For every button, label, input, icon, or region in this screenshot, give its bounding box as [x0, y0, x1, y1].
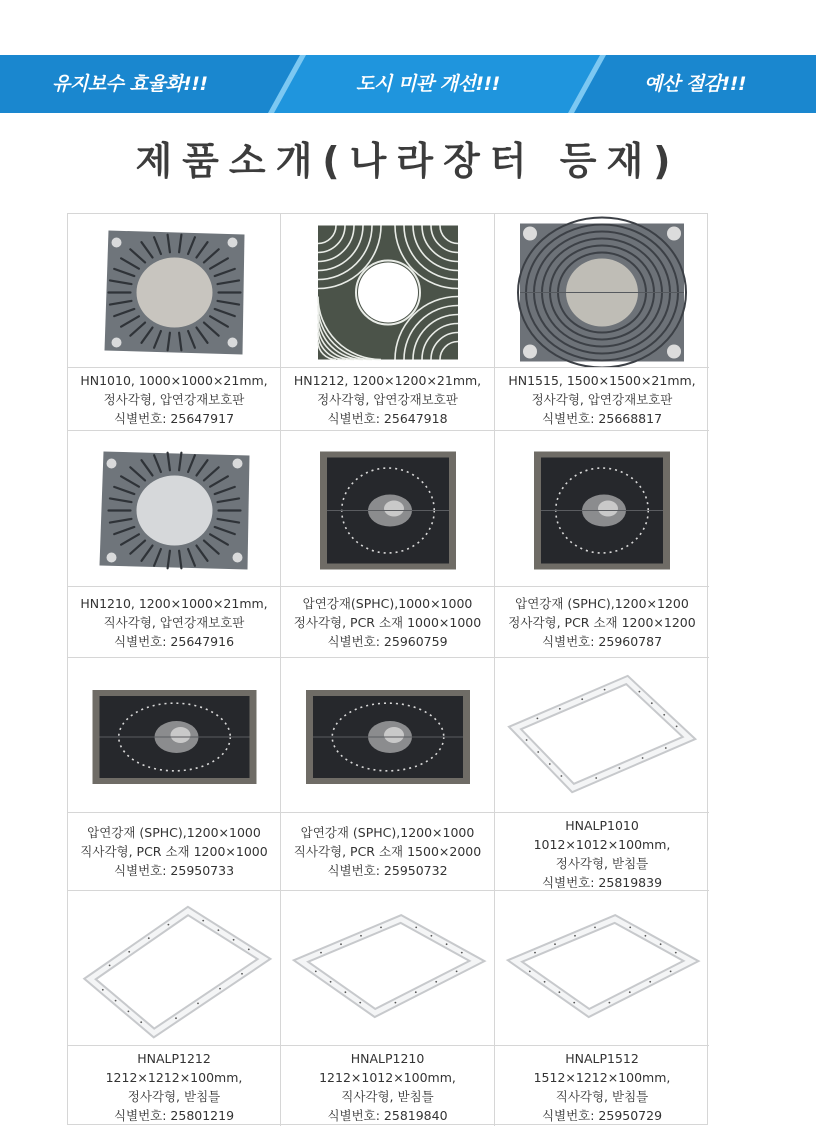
product-card [281, 658, 495, 891]
product-card [68, 214, 281, 431]
product-spec-text: 정사각형, 압연강재보호판 [531, 392, 673, 407]
product-spec-text: 직사각형, 받침틀 [341, 1089, 434, 1104]
radial-slot-plate-icon [68, 431, 281, 586]
product-card [68, 431, 281, 658]
product-spec-text: 정사각형, PCR 소재 1200×1200 [508, 614, 696, 630]
product-image [68, 891, 280, 1046]
product-card [281, 431, 495, 658]
product-card [495, 431, 709, 658]
radial-slot-plate-icon [68, 214, 281, 367]
product-card [68, 891, 281, 1126]
pcr-mesh-plate-icon [281, 431, 495, 586]
product-image [68, 658, 280, 813]
product-id-text: 식별번호: 25950732 [327, 863, 448, 878]
product-spec-text: 1212×1012×100mm, [319, 1070, 456, 1085]
product-id-text: 식별번호: 25647918 [327, 411, 448, 426]
product-card [281, 214, 495, 431]
product-spec-text: 정사각형, PCR 소재 1000×1000 [293, 614, 482, 630]
support-frame-icon [68, 891, 281, 1045]
product-caption [495, 371, 709, 428]
product-id-text: 식별번호: 25647916 [113, 633, 235, 649]
pcr-mesh-plate-icon [495, 431, 709, 586]
product-id-text: 식별번호: 25960759 [327, 633, 448, 649]
pcr-mesh-plate-icon [68, 658, 281, 812]
product-caption [281, 823, 494, 880]
banner-text-budget: 예산 절감!!! [644, 73, 747, 95]
support-frame-icon [281, 891, 495, 1045]
product-spec-text: HNALP1010 [565, 818, 639, 833]
product-spec-text: 정사각형, 받침틀 [127, 1089, 221, 1104]
product-spec-text: 압연강재 (SPHC),1200×1200 [515, 595, 689, 611]
product-caption [68, 1049, 280, 1125]
product-caption [68, 823, 280, 880]
product-spec-text: 압연강재 (SPHC),1200×1000 [300, 825, 475, 840]
product-id-text: 식별번호: 25819839 [541, 875, 663, 890]
product-spec-text: 압연강재(SPHC),1000×1000 [302, 595, 473, 611]
product-card [495, 891, 709, 1126]
concentric-ring-plate-icon [495, 214, 709, 367]
product-spec-text: 압연강재 (SPHC),1200×1000 [87, 825, 261, 840]
product-image [495, 214, 709, 368]
pcr-mesh-plate-icon [281, 658, 495, 812]
product-image [281, 658, 494, 813]
product-caption [68, 371, 280, 428]
product-spec-text: HN1212, 1200×1200×21mm, [293, 373, 482, 388]
product-image [68, 214, 280, 368]
product-spec-text: HNALP1212 [137, 1051, 211, 1066]
product-caption [281, 594, 494, 651]
product-spec-text: HN1515, 1500×1500×21mm, [508, 373, 696, 388]
product-caption [281, 1049, 494, 1125]
product-caption [495, 816, 709, 892]
product-image [281, 431, 494, 587]
product-id-text: 식별번호: 25950733 [113, 863, 235, 878]
banner-text-maintenance: 유지보수 효율화!!! [52, 73, 208, 95]
product-id-text: 식별번호: 25801219 [113, 1108, 235, 1123]
product-caption [495, 1049, 709, 1125]
product-spec-text: HN1210, 1200×1000×21mm, [80, 595, 268, 611]
product-spec-text: 정사각형, 압연강재보호판 [103, 392, 245, 407]
product-card [281, 891, 495, 1126]
product-spec-text: 1212×1212×100mm, [105, 1070, 243, 1085]
banner-text-cityscape: 도시 미관 개선!!! [356, 73, 500, 95]
product-spec-text: 1012×1012×100mm, [533, 837, 671, 852]
product-card [68, 658, 281, 891]
product-image [68, 431, 280, 587]
product-id-text: 식별번호: 25668817 [541, 411, 663, 426]
product-caption [495, 594, 709, 651]
product-id-text: 식별번호: 25819840 [327, 1108, 448, 1123]
product-spec-text: 1512×1212×100mm, [533, 1070, 671, 1085]
promo-banner [0, 55, 816, 113]
product-spec-text: HNALP1210 [350, 1051, 425, 1066]
product-id-text: 식별번호: 25950729 [541, 1108, 663, 1123]
product-spec-text: 정사각형, 받침틀 [555, 856, 649, 871]
product-image [281, 214, 494, 368]
wave-pattern-plate-icon [281, 214, 495, 367]
product-spec-text: 직사각형, 압연강재보호판 [103, 614, 245, 630]
page-title: 제품소개(나라장터 등재) [135, 139, 681, 183]
support-frame-icon [495, 658, 709, 812]
product-spec-text: HNALP1512 [565, 1051, 639, 1066]
product-spec-text: 정사각형, 압연강재보호판 [317, 392, 458, 407]
product-image [281, 891, 494, 1046]
product-spec-text: HN1010, 1000×1000×21mm, [80, 373, 268, 388]
product-card [495, 214, 709, 431]
product-spec-text: 직사각형, PCR 소재 1500×2000 [293, 844, 482, 859]
product-grid [67, 213, 708, 1125]
product-id-text: 식별번호: 25647917 [113, 411, 235, 426]
support-frame-icon [495, 891, 709, 1045]
product-card [495, 658, 709, 891]
product-spec-text: 직사각형, PCR 소재 1200×1000 [80, 844, 268, 859]
product-image [495, 658, 709, 813]
product-image [495, 431, 709, 587]
product-caption [68, 594, 280, 651]
product-image [495, 891, 709, 1046]
product-spec-text: 직사각형, 받침틀 [555, 1089, 649, 1104]
product-id-text: 식별번호: 25960787 [541, 633, 663, 649]
product-caption [281, 371, 494, 428]
